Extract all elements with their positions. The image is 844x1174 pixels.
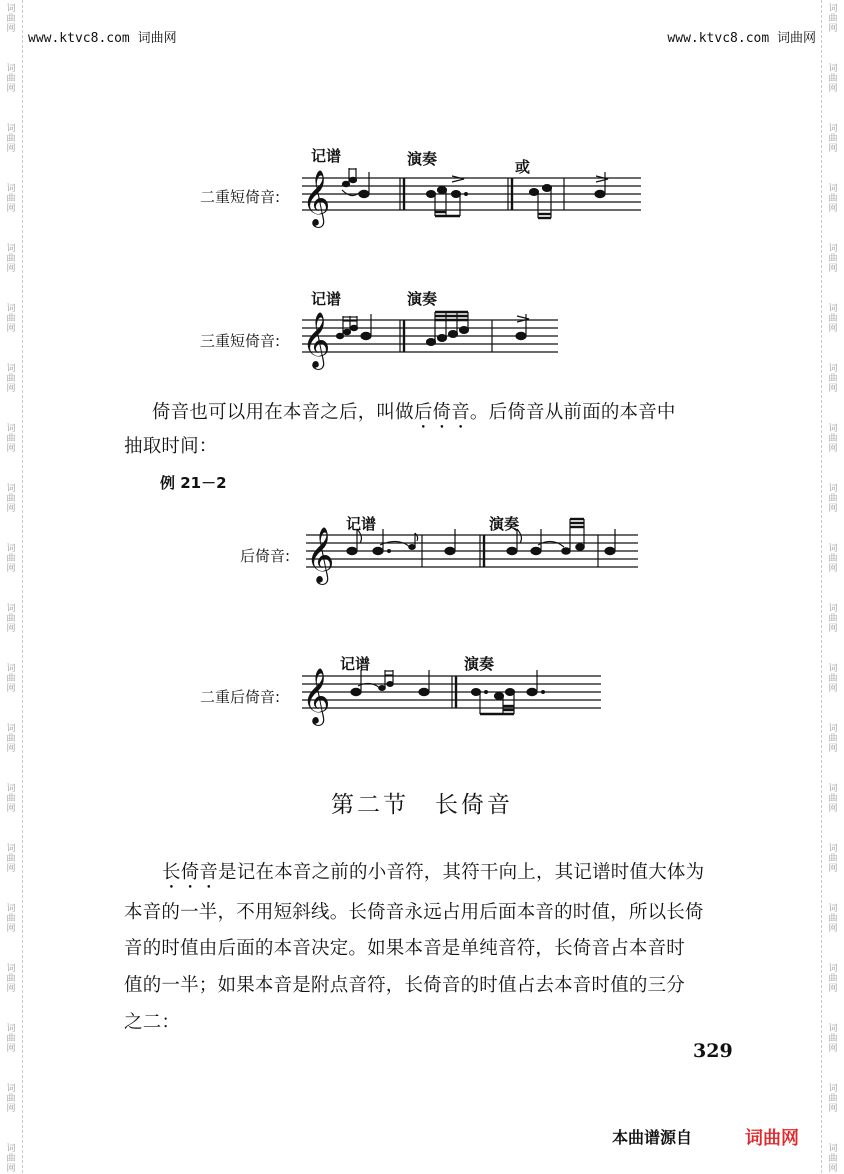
side-watermark-stamp: 词 曲 网 xyxy=(828,1024,838,1054)
side-watermark-stamp: 词 曲 网 xyxy=(828,1144,838,1174)
side-watermark-stamp: 词 曲 网 xyxy=(6,784,16,814)
side-watermark-stamp: 词 曲 网 xyxy=(6,484,16,514)
side-watermark-stamp: 词 曲 网 xyxy=(828,244,838,274)
side-watermark-stamp: 词 曲 网 xyxy=(828,724,838,754)
row2-staff xyxy=(296,310,566,370)
row3-staff xyxy=(300,525,645,585)
paragraph-after-grace xyxy=(152,396,676,433)
example-reference: 例 21－2 xyxy=(160,474,227,492)
section-title: 第二节 长倚音 xyxy=(331,792,513,818)
watermark-left: www.ktvc8.com 词曲网 xyxy=(28,31,177,46)
treble-clef-icon: 𝄞 xyxy=(302,170,331,226)
p2-line1-text: 是记在本音之前的小音符，其符干向上，其记谱时值大体为 xyxy=(218,862,705,883)
side-watermark-stamp: 词 曲 网 xyxy=(828,964,838,994)
p2-emphasis-term: 长倚音 xyxy=(162,862,219,883)
row1-performance-heading: 演奏 xyxy=(407,150,438,168)
side-watermark-stamp: 词 曲 网 xyxy=(6,964,16,994)
side-watermark-stamp: 词 曲 网 xyxy=(6,1144,16,1174)
side-watermark-stamp: 词 曲 网 xyxy=(6,304,16,334)
footer-source-label: 本曲谱源自 xyxy=(612,1128,693,1147)
long-grace-line5: 之二： xyxy=(124,1012,181,1033)
side-watermark-stamp: 词 曲 网 xyxy=(828,424,838,454)
side-watermark-stamp: 词 曲 网 xyxy=(6,1084,16,1114)
long-grace-line3: 音的时值由后面的本音决定。如果本音是单纯音符，长倚音占本音时 xyxy=(124,938,686,959)
right-margin-strip xyxy=(821,0,844,1173)
side-watermark-stamp: 词 曲 网 xyxy=(6,64,16,94)
long-grace-line4: 值的一半；如果本音是附点音符，长倚音的时值占去本音时值的三分 xyxy=(124,975,686,996)
treble-clef-icon: 𝄞 xyxy=(306,527,335,583)
row3-performance-heading: 演奏 xyxy=(489,515,520,533)
side-watermark-stamp: 词 曲 网 xyxy=(6,4,16,34)
side-watermark-stamp: 词 曲 网 xyxy=(828,544,838,574)
row4-notation-heading: 记谱 xyxy=(340,655,371,673)
row2-notation-heading: 记谱 xyxy=(311,290,342,308)
row1-label: 二重短倚音: xyxy=(200,188,281,206)
left-margin-strip xyxy=(0,0,23,1173)
side-watermark-stamp: 词 曲 网 xyxy=(828,784,838,814)
side-watermark-stamp: 词 曲 网 xyxy=(6,364,16,394)
side-watermark-stamp: 词 曲 网 xyxy=(828,844,838,874)
row2-label: 三重短倚音: xyxy=(200,332,281,350)
side-watermark-stamp: 词 曲 网 xyxy=(828,1084,838,1114)
row1-notation-heading: 记谱 xyxy=(311,147,342,165)
side-watermark-stamp: 词 曲 网 xyxy=(828,664,838,694)
side-watermark-stamp: 词 曲 网 xyxy=(828,904,838,934)
side-watermark-stamp: 词 曲 网 xyxy=(6,664,16,694)
side-watermark-stamp: 词 曲 网 xyxy=(6,724,16,754)
side-watermark-stamp: 词 曲 网 xyxy=(828,304,838,334)
side-watermark-stamp: 词 曲 网 xyxy=(6,424,16,454)
p1-emphasis-term: 后倚音 xyxy=(413,402,470,423)
side-watermark-stamp: 词 曲 网 xyxy=(828,364,838,394)
side-watermark-stamp: 词 曲 网 xyxy=(6,604,16,634)
row1-alt-heading: 或 xyxy=(515,158,531,176)
row4-label: 二重后倚音: xyxy=(200,688,281,706)
paragraph-after-grace-line2: 抽取时间： xyxy=(124,436,218,457)
footer-site-link[interactable]: 词曲网 xyxy=(745,1128,799,1149)
row4-staff xyxy=(296,666,611,726)
side-watermark-stamp: 词 曲 网 xyxy=(828,604,838,634)
side-watermark-stamp: 词 曲 网 xyxy=(6,184,16,214)
row3-label: 后倚音: xyxy=(240,547,291,565)
treble-clef-icon: 𝄞 xyxy=(302,312,331,368)
side-watermark-stamp: 词 曲 网 xyxy=(6,124,16,154)
side-watermark-stamp: 词 曲 网 xyxy=(6,1024,16,1054)
side-watermark-stamp: 词 曲 网 xyxy=(6,904,16,934)
treble-clef-icon: 𝄞 xyxy=(302,668,331,724)
p1-text-b: 。后倚音从前面的本音中 xyxy=(469,402,676,423)
side-watermark-stamp: 词 曲 网 xyxy=(828,64,838,94)
long-grace-line2: 本音的一半，不用短斜线。长倚音永远占用后面本音的时值，所以长倚 xyxy=(124,902,704,923)
side-watermark-stamp: 词 曲 网 xyxy=(828,124,838,154)
row3-notation-heading: 记谱 xyxy=(346,515,377,533)
side-watermark-stamp: 词 曲 网 xyxy=(6,544,16,574)
p1-text-a: 倚音也可以用在本音之后，叫做 xyxy=(152,402,414,423)
side-watermark-stamp: 词 曲 网 xyxy=(828,4,838,34)
side-watermark-stamp: 词 曲 网 xyxy=(828,184,838,214)
row1-staff xyxy=(296,168,646,228)
side-watermark-stamp: 词 曲 网 xyxy=(6,244,16,274)
long-grace-line1 xyxy=(162,856,704,893)
row4-performance-heading: 演奏 xyxy=(464,655,495,673)
row2-performance-heading: 演奏 xyxy=(407,290,438,308)
side-watermark-stamp: 词 曲 网 xyxy=(6,844,16,874)
side-watermark-stamp: 词 曲 网 xyxy=(828,484,838,514)
page-number: 329 xyxy=(693,1040,733,1062)
watermark-right: www.ktvc8.com 词曲网 xyxy=(667,31,816,46)
